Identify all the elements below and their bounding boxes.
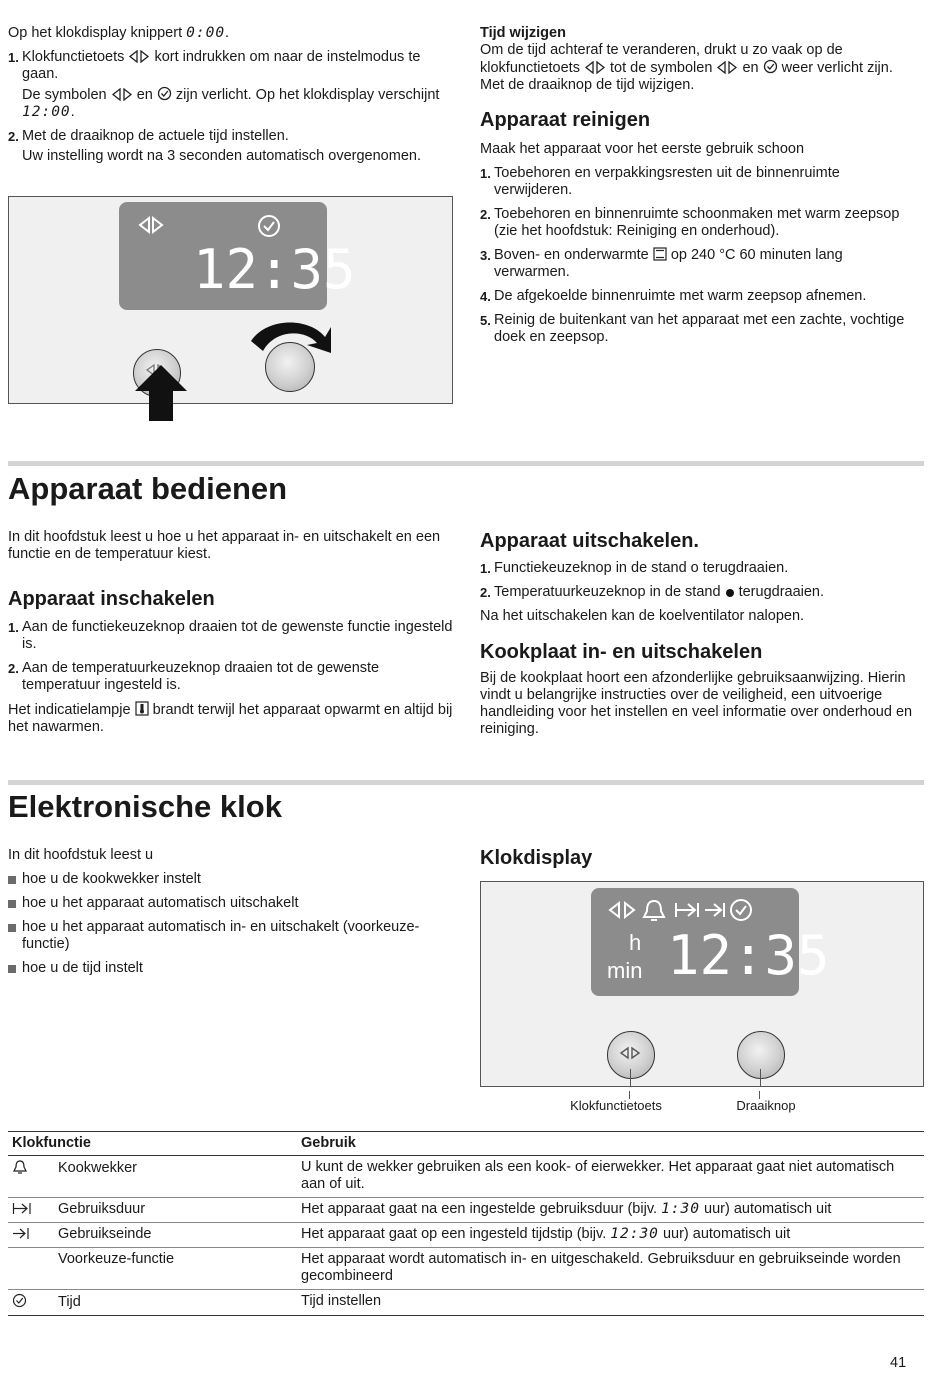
top-right-column [480, 25, 920, 353]
reinigen-intro: Maak het apparaat voor het eerste gebruik schoon [480, 141, 805, 157]
display-time: 12:35 [667, 924, 830, 987]
table-row: Kookwekker U kunt de wekker gebruiken als een kook- of eierwekker. Het apparaat gaat niet automatisch aan of uit. [8, 1156, 924, 1198]
list-item: hoe u de tijd instelt [8, 960, 453, 977]
bell-icon [641, 898, 667, 922]
klok-left-column [8, 847, 453, 984]
bell-icon [12, 1159, 28, 1174]
section-divider [8, 461, 924, 466]
section-divider [8, 780, 924, 785]
clock-display-illustration [480, 881, 924, 1087]
top-bottom-heat-icon [653, 247, 667, 261]
uitschakelen-steps [480, 560, 920, 601]
reinigen-steps [480, 165, 920, 346]
kookplaat-text: Bij de kookplaat hoort een afzonderlijke gebruiksaanwijzing. Hierin vindt u belangrijke instructies over de veiligheid, een uitvoerige handleiding voor het instellen en veel informatie over onderhoud en reiniging. [480, 670, 913, 737]
bedienen-right-column [480, 529, 920, 738]
clock-icon [763, 59, 778, 74]
column-header: Gebruik [297, 1132, 924, 1156]
arrows-icon [618, 1046, 642, 1060]
oven-control-panel-illustration [8, 196, 453, 404]
list-item: 2. Toebehoren en binnenruimte schoonmaken met warm zeepsop (zie het hoofdstuk: Reiniging en onderhoud). [480, 206, 900, 239]
end-time-icon [703, 900, 727, 920]
hours-label: h [629, 930, 642, 955]
clock-icon [157, 86, 172, 101]
table-row: Tijd Tijd instellen [8, 1290, 924, 1316]
label-klokfunctietoets: Klokfunctietoets [570, 1098, 662, 1113]
leader-line [760, 1069, 761, 1087]
list-item: 3. Boven- en onderwarmte op 240 °C 60 minuten lang verwarmen. [480, 247, 843, 280]
dot-icon [725, 588, 735, 598]
table-row: Gebruiksduur Het apparaat gaat na een ingestelde gebruiksduur (bijv. 1:30 uur) automatisch uit [8, 1198, 924, 1223]
clock-icon [257, 214, 281, 238]
heading-uitschakelen: Apparaat uitschakelen. [480, 530, 699, 552]
heading-kookplaat: Kookplaat in- en uitschakelen [480, 641, 763, 663]
tijd-paragraph: Om de tijd achteraf te veranderen, drukt u zo vaak op de klokfunctietoets tot de symbolen en weer verlicht zijn. Met de draaiknop de tijd wijzigen. [480, 42, 893, 93]
list-item: hoe u de kookwekker instelt [8, 871, 453, 888]
list-item: 1. Klokfunctietoets kort indrukken om naar de instelmodus te gaan. De symbolen en zijn verlicht. Op het klokdisplay verschijnt 12:00. [8, 49, 453, 121]
list-item: hoe u het apparaat automatisch in- en uitschakelt (voorkeuze-functie) [8, 919, 453, 953]
rotate-arrow-icon [247, 315, 333, 357]
klok-intro: In dit hoofdstuk leest u [8, 847, 154, 863]
end-time-icon [12, 1227, 30, 1240]
arrows-icon [716, 61, 738, 74]
arrows-icon [128, 50, 150, 63]
page-number: 41 [890, 1355, 907, 1371]
lamp-paragraph: Het indicatielampje brandt terwijl het apparaat opwarmt en altijd bij het nawarmen. [8, 702, 453, 735]
list-item: 1. Aan de functiekeuzeknop draaien tot de gewenste functie ingesteld is. [8, 619, 453, 652]
heading-apparaat-reinigen: Apparaat reinigen [480, 109, 651, 131]
clock-icon [729, 898, 753, 922]
uitschakelen-note: Na het uitschakelen kan de koelventilator nalopen. [480, 608, 805, 624]
duration-icon [673, 900, 701, 920]
rotary-knob [737, 1031, 785, 1079]
column-header: Klokfunctie [8, 1132, 297, 1156]
heading-inschakelen: Apparaat inschakelen [8, 588, 215, 610]
leader-line [630, 1069, 631, 1087]
top-left-column [8, 25, 453, 172]
klok-bullets [8, 871, 453, 977]
arrows-icon [607, 900, 637, 920]
list-item: 2. Temperatuurkeuzeknop in de stand terugdraaien. [480, 584, 825, 600]
bedienen-intro: In dit hoofdstuk leest u hoe u het apparaat in- en uitschakelt en een functie en de temperatuur kiest. [8, 529, 441, 562]
subheading-tijd-wijzigen: Tijd wijzigen [480, 25, 566, 41]
clock-display [119, 202, 356, 310]
label-draaiknop: Draaiknop [736, 1098, 796, 1113]
clock-display [591, 888, 830, 996]
bedienen-left-column [8, 529, 453, 736]
section-title-klok: Elektronische klok [8, 789, 282, 824]
list-item: 4. De afgekoelde binnenruimte met warm zeepsop afnemen. [480, 288, 867, 304]
display-value: 0:00 [186, 25, 226, 41]
list-item: 5. Reinig de buitenkant van het apparaat met een zachte, vochtige doek en zeepsop. [480, 312, 905, 345]
clock-function-table [8, 1131, 924, 1316]
heading-klokdisplay: Klokdisplay [480, 847, 593, 869]
step-detail: De symbolen en zijn verlicht. Op het klokdisplay verschijnt 12:00. [22, 87, 440, 120]
list-item: hoe u het apparaat automatisch uitschakelt [8, 895, 453, 912]
intro-text: Op het klokdisplay knippert [8, 25, 183, 41]
setting-steps [8, 49, 453, 165]
inschakelen-steps [8, 619, 453, 694]
press-arrow-icon [133, 361, 193, 421]
section-title-bedienen: Apparaat bedienen [8, 471, 288, 506]
arrows-icon [111, 88, 133, 101]
list-item: 1. Toebehoren en verpakkingsresten uit de binnenruimte verwijderen. [480, 165, 840, 198]
list-item: 2. Met de draaiknop de actuele tijd instellen. Uw instelling wordt na 3 seconden automatisch overgenomen. [8, 128, 421, 164]
clock-icon [12, 1293, 27, 1308]
arrows-icon [137, 216, 165, 234]
arrows-icon [584, 61, 606, 74]
list-item: 1. Functiekeuzeknop in de stand o terugdraaien. [480, 560, 789, 576]
minutes-label: min [607, 958, 643, 983]
list-item: 2. Aan de temperatuurkeuzeknop draaien tot de gewenste temperatuur ingesteld is. [8, 660, 380, 693]
table-row: Gebruikseinde Het apparaat gaat op een ingesteld tijdstip (bijv. 12:30 uur) automatisch uit [8, 1223, 924, 1248]
intro-line: Op het klokdisplay knippert 0:00. [8, 25, 230, 41]
duration-icon [12, 1202, 32, 1215]
leader-extension [480, 1091, 922, 1093]
table-row: Voorkeuze-functie Het apparaat wordt automatisch in- en uitgeschakeld. Gebruiksduur en gebruikseinde worden gecombineerd [8, 1248, 924, 1290]
display-time: 12:35 [193, 238, 356, 301]
table-header-row [8, 1132, 924, 1156]
indicator-lamp-icon [135, 701, 149, 716]
